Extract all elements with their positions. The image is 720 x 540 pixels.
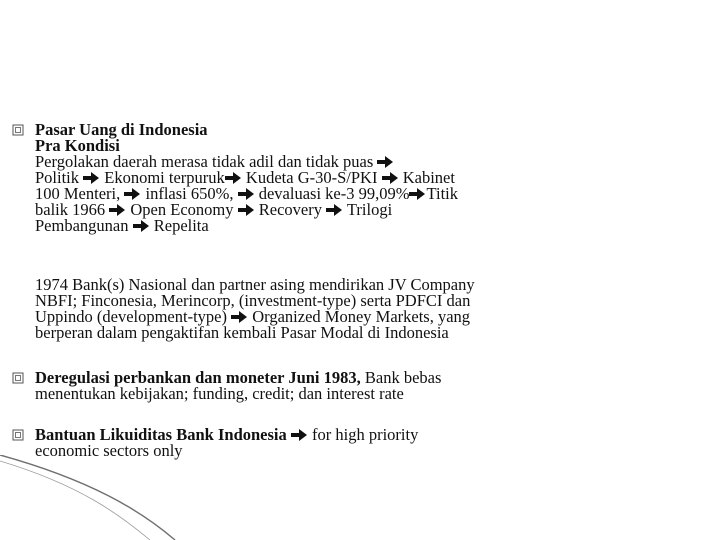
paragraph-text: berperan dalam pengaktifan kembali Pasar Modal di Indonesia [35,323,449,342]
item-heading: Bantuan Likuiditas Bank Indonesia [35,425,287,444]
item-text: Kudeta G-30-S/PKI [245,168,378,187]
square-bullet-icon [12,124,26,138]
item-text: balik 1966 [35,200,106,219]
item-text: devaluasi ke-3 99,09% [258,184,410,203]
item-text: Trilogi [346,200,393,219]
item-text: menentukan kebijakan; funding, credit; dan interest rate [35,384,404,403]
right-arrow-icon [124,188,141,200]
item-text: Ekonomi terpuruk [104,168,225,187]
right-arrow-icon [83,172,100,184]
bullet-item-deregulasi [35,370,595,402]
bullet-item-bantuan-likuiditas [35,427,595,459]
right-arrow-icon [225,172,242,184]
item-text: Kabinet [402,168,455,187]
item-text: 100 Menteri, [35,184,121,203]
right-arrow-icon [109,204,126,216]
item-text: Pergolakan daerah merasa tidak adil dan tidak puas [35,152,374,171]
item-text: Bank bebas [360,368,442,387]
item-text: Politik [35,168,80,187]
paragraph-text: NBFI; Finconesia, Merincorp, (investment-type) serta PDFCI dan [35,291,471,310]
item-text: Recovery [258,200,322,219]
item-text: economic sectors only [35,441,183,460]
item-subheading: Pra Kondisi [35,136,120,155]
right-arrow-icon [133,220,150,232]
item-text: Open Economy [130,200,234,219]
right-arrow-icon [377,156,394,168]
right-arrow-icon [409,188,426,200]
right-arrow-icon [291,429,308,441]
item-text: for high priority [312,425,419,444]
square-bullet-icon [12,372,26,386]
item-text: Pembangunan [35,216,129,235]
paragraph-text: Bank(s) Nasional dan partner asing mendirikan JV Company [68,275,475,294]
square-bullet-icon [12,429,26,443]
right-arrow-icon [238,204,255,216]
right-arrow-icon [382,172,399,184]
paragraph-1974 [35,277,595,341]
item-text: inflasi 650%, [145,184,234,203]
item-text: Repelita [153,216,209,235]
paragraph-text: Uppindo (development-type) [35,307,227,326]
bullet-item-pasar-uang [35,122,595,234]
paragraph-text: Organized Money Markets, yang [252,307,471,326]
right-arrow-icon [231,311,248,323]
item-heading: Deregulasi perbankan dan moneter Juni 1983, [35,368,361,387]
right-arrow-icon [326,204,343,216]
right-arrow-icon [238,188,255,200]
item-heading: Pasar Uang di Indonesia [35,120,208,139]
decorative-swoosh [0,455,720,540]
year-text: 1974 [35,275,68,294]
item-text: Titik [426,184,458,203]
